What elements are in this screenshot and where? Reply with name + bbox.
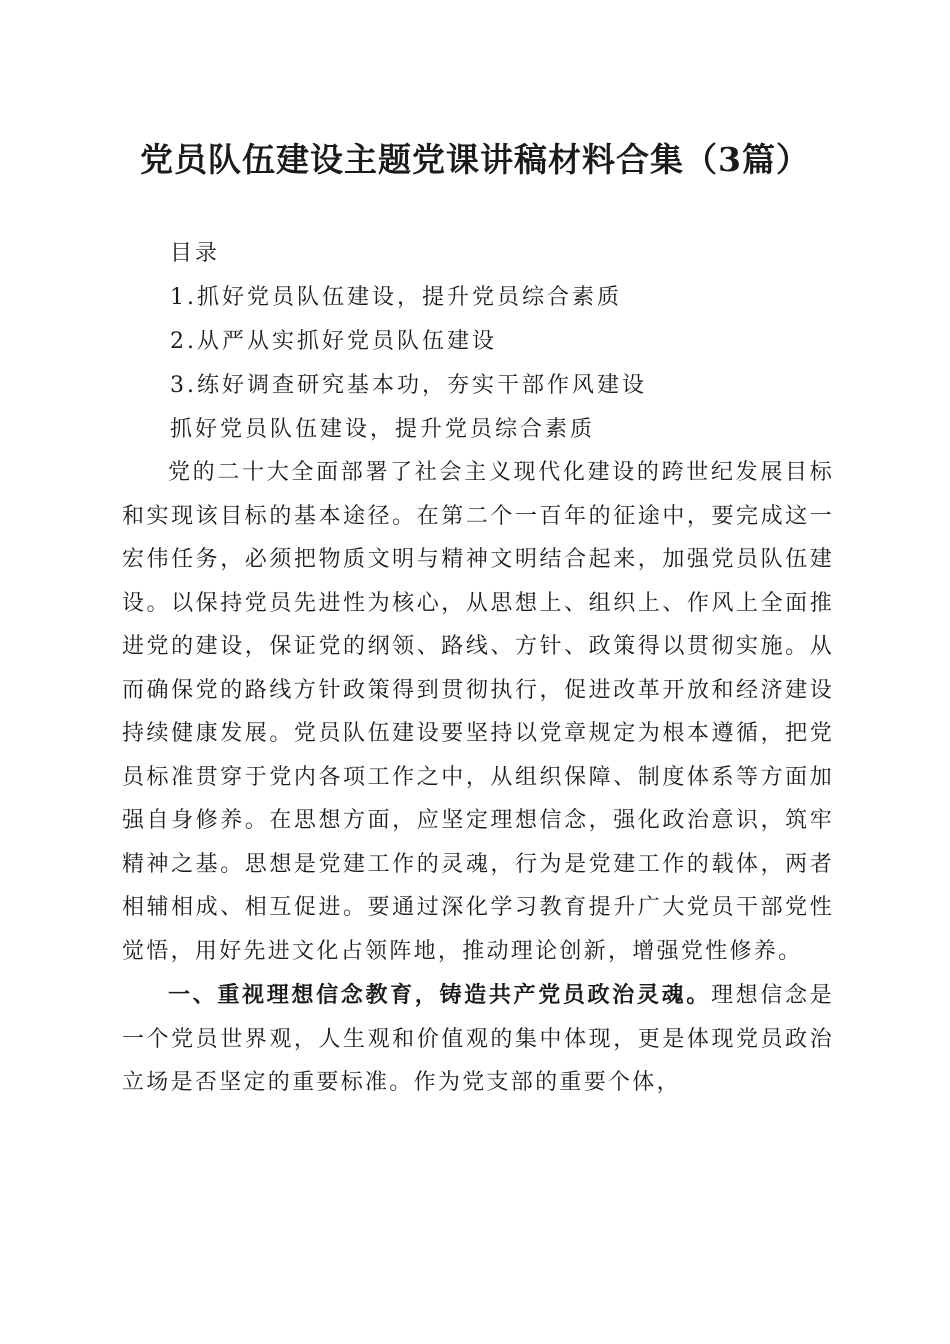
article-body xyxy=(122,451,834,1105)
section-one-lead: 一、重视理想信念教育，铸造共产党员政治灵魂。 xyxy=(168,982,711,1008)
toc-heading: 目录 xyxy=(170,241,221,266)
article-title: 抓好党员队伍建设，提升党员综合素质 xyxy=(170,417,596,442)
section-one-paragraph xyxy=(122,974,834,1105)
document-title: 党员队伍建设主题党课讲稿材料合集（3篇） xyxy=(140,140,810,179)
toc-item-3: 3.练好调查研究基本功，夯实干部作风建设 xyxy=(170,373,647,398)
table-of-contents xyxy=(170,232,870,452)
section-one-text: 理想信念是一个党员世界观，人生观和价值观的集中体现，更是体现党员政治立场是否坚定的重要标准。作为党支部的重要个体， xyxy=(122,983,834,1095)
toc-item-2: 2.从严从实抓好党员队伍建设 xyxy=(170,329,497,354)
body-paragraph: 党的二十大全面部署了社会主义现代化建设的跨世纪发展目标和实现该目标的基本途径。在第二个一百年的征途中，要完成这一宏伟任务，必须把物质文明与精神文明结合起来，加强党员队伍建设。以保持党员先进性为核心，从思想上、组织上、作风上全面推进党的建设，保证党的纲领、路线、方针、政策得以贯彻实施。从而确保党的路线方针政策得到贯彻执行，促进改革开放和经济建设持续健康发展。党员队伍建设要坚持以党章规定为根本遵循，把党员标准贯穿于党内各项工作之中，从组织保障、制度体系等方面加强自身修养。在思想方面，应坚定理想信念，强化政治意识，筑牢精神之基。思想是党建工作的灵魂，行为是党建工作的载体，两者相辅相成、相互促进。要通过深化学习教育提升广大党员干部党性觉悟，用好先进文化占领阵地，推动理论创新，增强党性修养。 xyxy=(122,460,834,964)
toc-item-1: 1.抓好党员队伍建设，提升党员综合素质 xyxy=(170,285,622,310)
